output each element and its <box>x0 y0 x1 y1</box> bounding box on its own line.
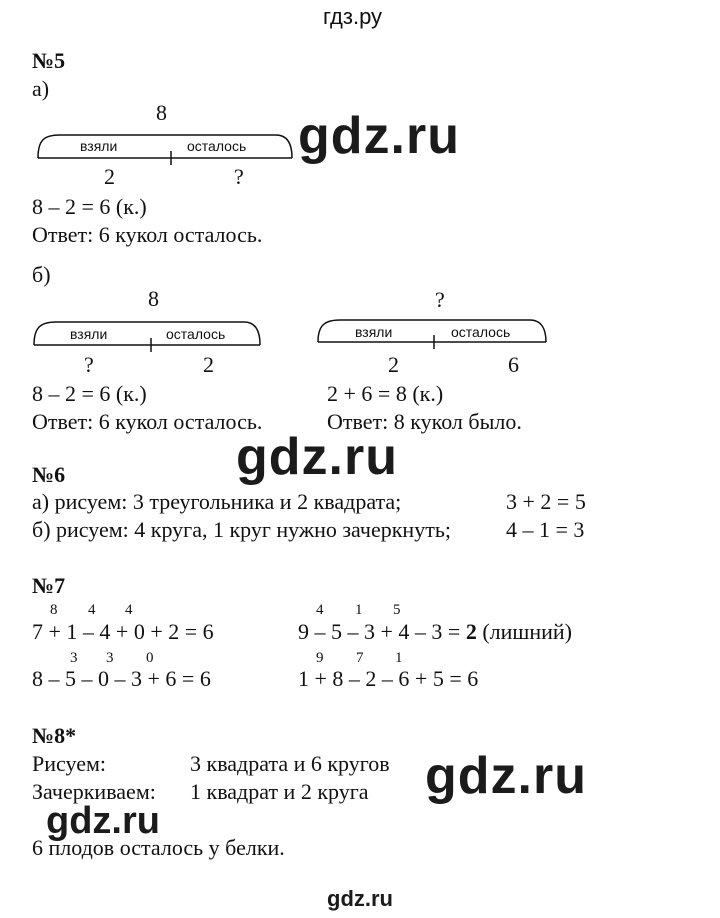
watermark: gdz.ru <box>425 747 587 805</box>
task5b2-answer: Ответ: 8 кукол было. <box>327 409 522 434</box>
diagram-a-total: 8 <box>156 100 167 125</box>
task6-title: №6 <box>32 462 66 487</box>
task8-row2-label: Зачеркиваем: <box>32 779 156 804</box>
task8-result: 6 плодов осталось у белки. <box>32 835 285 860</box>
diagram-a-right-label: осталось <box>187 138 247 154</box>
task8-row1-label: Рисуем: <box>32 751 106 776</box>
watermark: gdz.ru <box>236 428 398 486</box>
task8-row1-value: 3 квадрата и 6 кругов <box>190 751 390 776</box>
task7-e3-intermediate: 3 <box>106 650 114 666</box>
watermark-footer: gdz.ru <box>327 886 393 911</box>
task5a-equation: 8 – 2 = 6 (к.) <box>32 194 147 219</box>
task7-e4-expression: 1 + 8 – 2 – 6 + 5 = 6 <box>298 666 479 691</box>
task8-row2-value: 1 квадрат и 2 круга <box>190 779 369 804</box>
diagram-a-left-value: 2 <box>104 164 115 189</box>
diagram-a-left-label: взяли <box>80 138 118 154</box>
task5b-label: б) <box>32 262 51 287</box>
diagram-b2-total: ? <box>435 287 445 312</box>
task7-e4-intermediate: 7 <box>356 650 364 666</box>
diagram-b2-left-label: взяли <box>355 324 393 340</box>
diagram-a-right-value: ? <box>234 164 244 189</box>
task7-e3-expression: 8 – 5 – 0 – 3 + 6 = 6 <box>32 666 211 691</box>
diagram-b1-total: 8 <box>148 286 159 311</box>
diagram-b1-left-label: взяли <box>70 326 108 342</box>
task7-e4-intermediate: 9 <box>316 650 324 666</box>
task6a-equation: 3 + 2 = 5 <box>506 489 586 514</box>
watermark: gdz.ru <box>46 800 160 842</box>
task7-e2-expression: 9 – 5 – 3 + 4 – 3 = 2 (лишний) <box>298 619 572 644</box>
task5b2-equation: 2 + 6 = 8 (к.) <box>327 381 444 406</box>
diagram-b2-right-label: осталось <box>451 324 511 340</box>
task8-title: №8* <box>32 723 77 748</box>
task5-title: №5 <box>32 48 66 73</box>
task5b1-answer: Ответ: 6 кукол осталось. <box>32 409 263 434</box>
task5b1-equation: 8 – 2 = 6 (к.) <box>32 381 147 406</box>
task7-e1-intermediate: 4 <box>125 602 133 618</box>
task6b-text: б) рисуем: 4 круга, 1 круг нужно зачеркнуть; <box>32 517 451 542</box>
diagram-b1-right-value: 2 <box>203 352 214 377</box>
task5a-label: а) <box>32 76 50 101</box>
task7-e2-intermediate: 5 <box>393 602 401 618</box>
diagram-b2-segment <box>0 0 1 1</box>
diagram-b2-left-value: 2 <box>388 352 399 377</box>
task7-e1-intermediate: 8 <box>50 602 58 618</box>
task7-e1-intermediate: 4 <box>88 602 96 618</box>
task7-e3-intermediate: 3 <box>70 650 78 666</box>
diagram-b2-right-value: 6 <box>508 352 519 377</box>
task7-title: №7 <box>32 573 66 598</box>
task7-e1-expression: 7 + 1 – 4 + 0 + 2 = 6 <box>32 619 214 644</box>
task6a-text: а) рисуем: 3 треугольника и 2 квадрата; <box>32 489 402 514</box>
diagram-b1-right-label: осталось <box>166 326 226 342</box>
task7-e4-intermediate: 1 <box>395 650 403 666</box>
site-header: гдз.ру <box>323 4 383 29</box>
diagram-b1-left-value: ? <box>84 352 94 377</box>
task5a-answer: Ответ: 6 кукол осталось. <box>32 222 263 247</box>
task6b-equation: 4 – 1 = 3 <box>506 517 585 542</box>
task7-e2-intermediate: 4 <box>316 602 324 618</box>
watermark: gdz.ru <box>298 107 460 165</box>
task7-e2-intermediate: 1 <box>355 602 363 618</box>
task7-e3-intermediate: 0 <box>146 650 154 666</box>
